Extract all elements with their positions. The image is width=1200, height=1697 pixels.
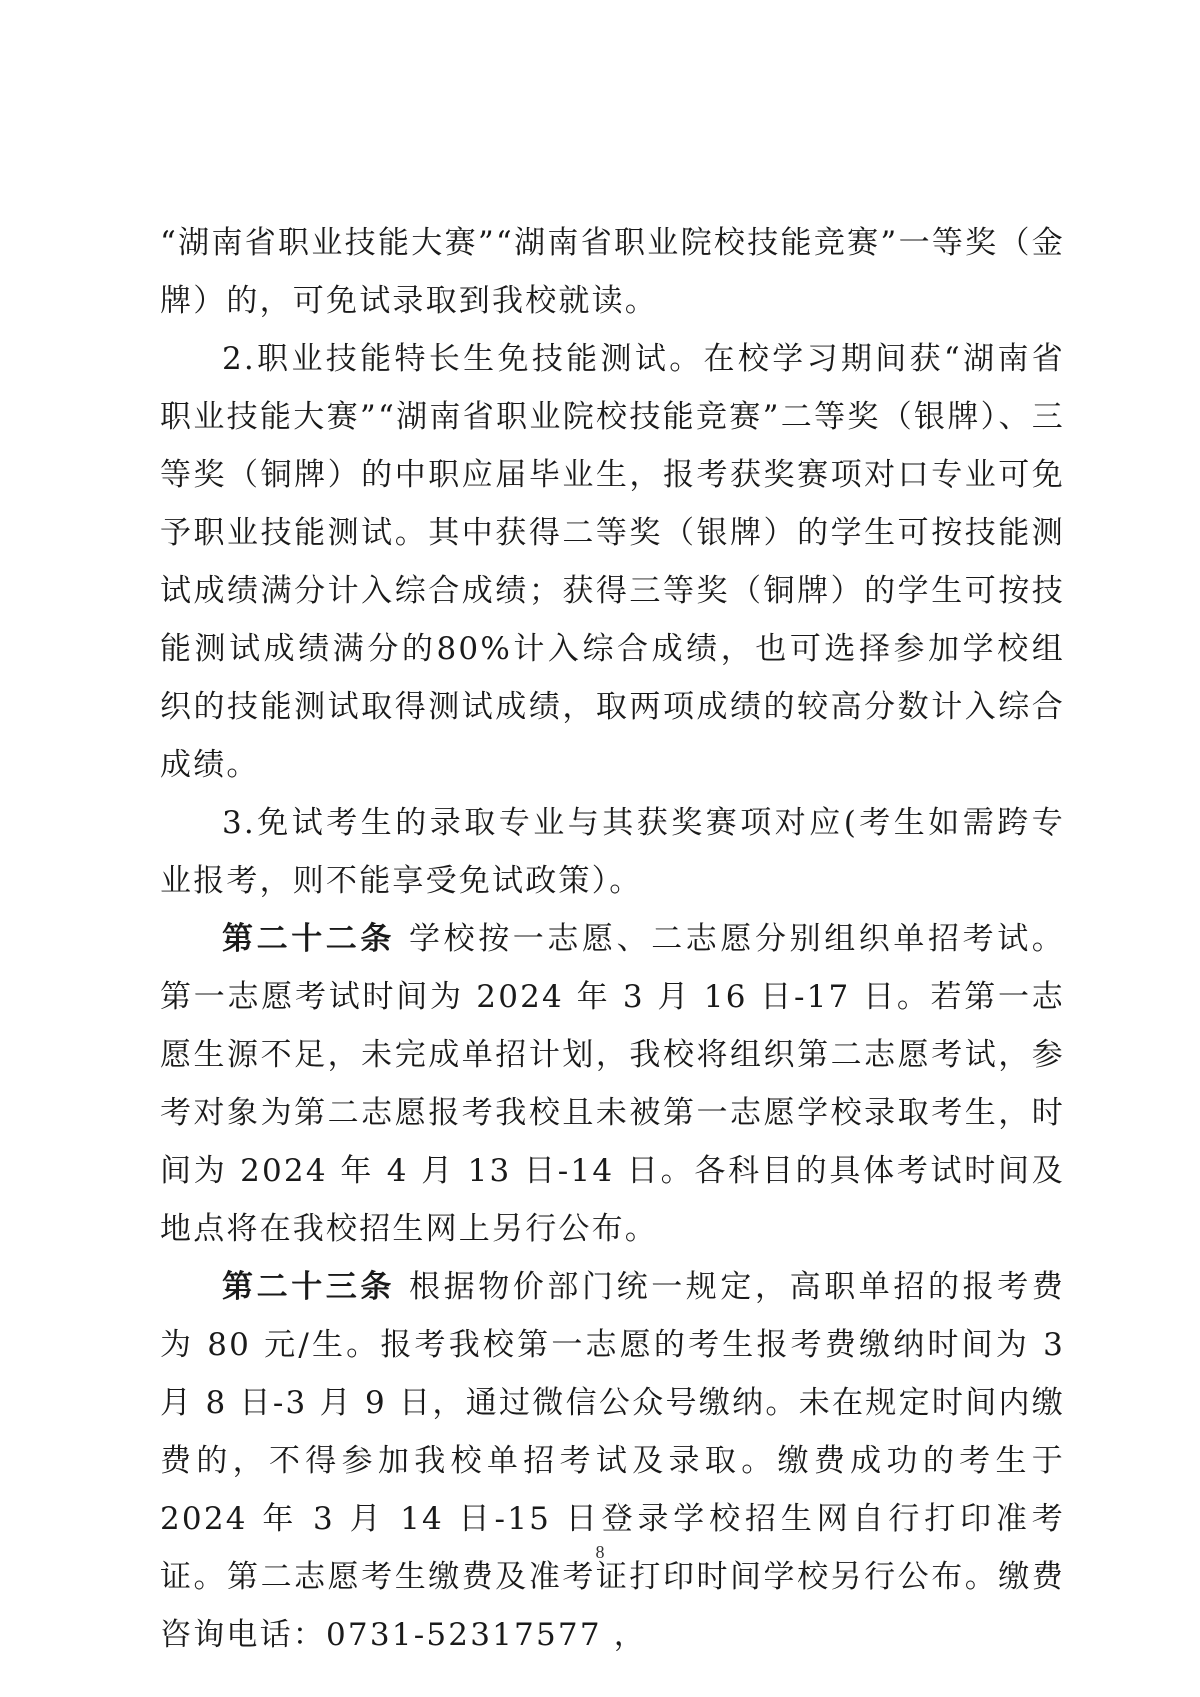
article-heading: 第二十三条 <box>222 1269 395 1305</box>
article-23 <box>160 1258 1065 1664</box>
paragraph-award-continuation <box>160 214 1065 330</box>
page-number: 8 <box>595 1542 605 1562</box>
paragraph-text: 3.免试考生的录取专业与其获奖赛项对应(考生如需跨专业报考，则不能享受免试政策）。 <box>160 805 1065 899</box>
article-heading: 第二十二条 <box>222 921 395 957</box>
paragraph-text: 2.职业技能特长生免技能测试。在校学习期间获“湖南省职业技能大赛”“湖南省职业院校技能竞赛”二等奖（银牌）、三等奖（铜牌）的中职应届毕业生，报考获奖赛项对口专业可免予职业技能测试。其中获得二等奖（银牌）的学生可按技能测试成绩满分计入综合成绩；获得三等奖（铜牌）的学生可按技能测试成绩满分的80%计入综合成绩，也可选择参加学校组织的技能测试取得测试成绩，取两项成绩的较高分数计入综合成绩。 <box>160 341 1065 783</box>
document-body <box>160 214 1065 1664</box>
paragraph-text: “湖南省职业技能大赛”“湖南省职业院校技能竞赛”一等奖（金牌）的，可免试录取到我校就读。 <box>160 225 1065 319</box>
article-22 <box>160 910 1065 1258</box>
paragraph-text: 根据物价部门统一规定，高职单招的报考费为 80 元/生。报考我校第一志愿的考生报考费缴纳时间为 3 月 8 日-3 月 9 日，通过微信公众号缴纳。未在规定时间内缴费的，不得参加我校单招考试及录取。缴费成功的考生于 2024 年 3 月 14 日-15 日登录学校招生网自行打印准考证。第二志愿考生缴费及准考证打印时间学校另行公布。缴费咨询电话：0731-52317577 ， <box>160 1269 1065 1653</box>
paragraph-text: 学校按一志愿、二志愿分别组织单招考试。第一志愿考试时间为 2024 年 3 月 16 日-17 日。若第一志愿生源不足，未完成单招计划，我校将组织第二志愿考试，参考对象为第二志愿报考我校且未被第一志愿学校录取考生，时间为 2024 年 4 月 13 日-14 日。各科目的具体考试时间及地点将在我校招生网上另行公布。 <box>160 921 1065 1247</box>
paragraph-skill-test-exemption <box>160 330 1065 794</box>
paragraph-major-correspondence <box>160 794 1065 910</box>
